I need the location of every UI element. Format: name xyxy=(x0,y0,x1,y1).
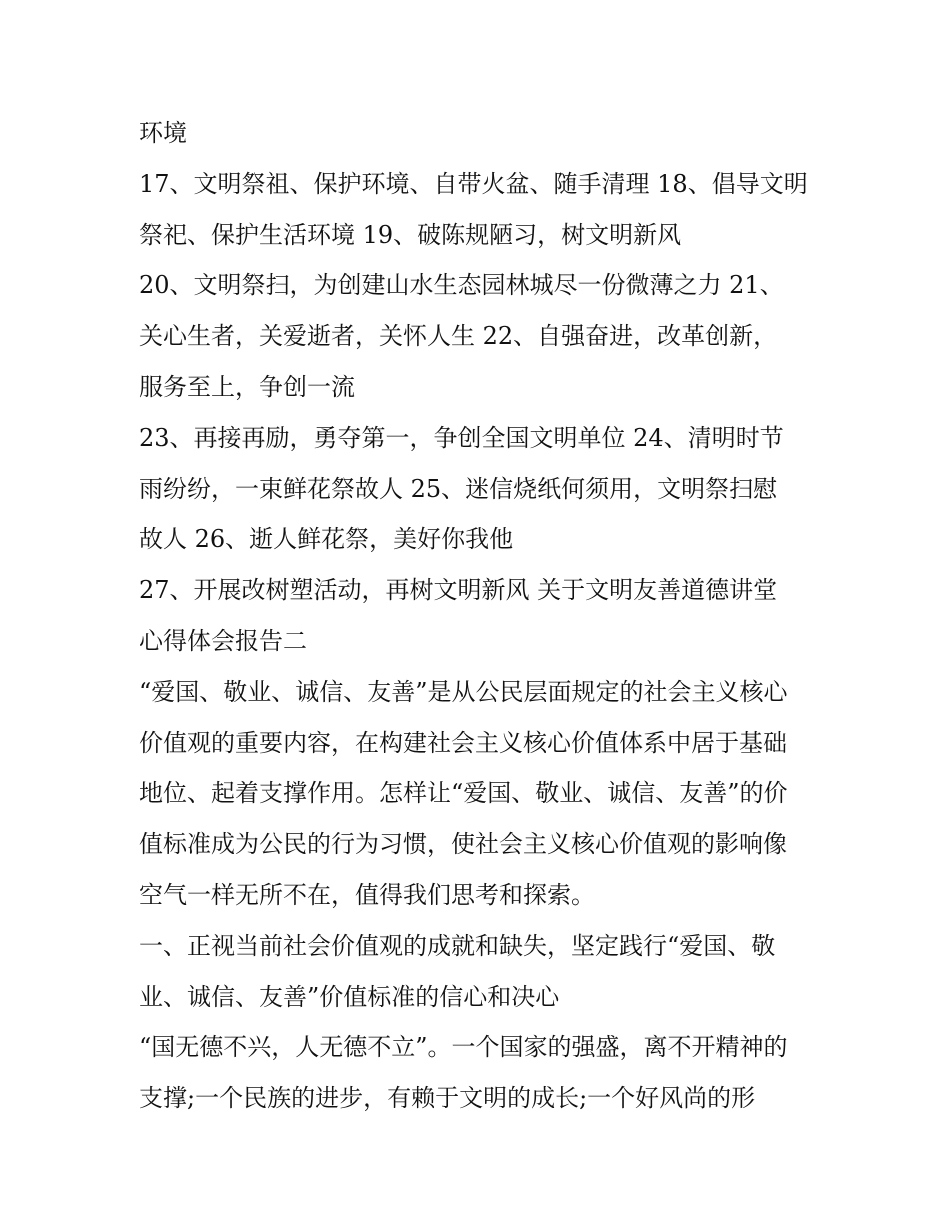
text-line: 环境 xyxy=(139,119,187,147)
text-line: 雨纷纷，一束鲜花祭故人 25、迷信烧纸何须用，文明祭扫慰 xyxy=(139,474,778,503)
text-line: 地位、起着支撑作用。怎样让“爱国、敬业、诚信、友善”的价 xyxy=(139,779,788,808)
text-line: 支撑;一个民族的进步，有赖于文明的成长;一个好风尚的形 xyxy=(139,1084,756,1113)
section-title: 心得体会报告二 xyxy=(139,626,307,655)
text-line: 价值观的重要内容，在构建社会主义核心价值体系中居于基础 xyxy=(139,728,787,757)
text-line: 17、文明祭祖、保护环境、自带火盆、随手清理 18、倡导文明 xyxy=(139,169,808,198)
text-line: 20、文明祭扫，为创建山水生态园林城尽一份微薄之力 21、 xyxy=(139,271,784,300)
text-line: 服务至上，争创一流 xyxy=(139,372,355,401)
section-heading: 一、正视当前社会价值观的成就和缺失，坚定践行“爱国、敬 xyxy=(139,931,776,960)
text-line: 27、开展改树塑活动，再树文明新风 关于文明友善道德讲堂 xyxy=(139,576,778,605)
text-line: 关心生者，关爱逝者，关怀人生 22、自强奋进，改革创新， xyxy=(139,322,778,351)
text-line: 值标准成为公民的行为习惯，使社会主义核心价值观的影响像 xyxy=(139,830,787,859)
text-line: 23、再接再励，勇夺第一，争创全国文明单位 24、清明时节 xyxy=(139,423,784,452)
text-line: 空气一样无所不在，值得我们思考和探索。 xyxy=(139,880,595,909)
document-body xyxy=(139,108,829,1124)
text-line: 故人 26、逝人鲜花祭，美好你我他 xyxy=(139,525,514,554)
text-line: “爱国、敬业、诚信、友善”是从公民层面规定的社会主义核心 xyxy=(139,677,788,706)
section-heading: 业、诚信、友善”价值标准的信心和决心 xyxy=(139,982,560,1011)
text-line: “国无德不兴，人无德不立”。一个国家的强盛，离不开精神的 xyxy=(139,1033,788,1062)
text-line: 祭祀、保护生活环境 19、破陈规陋习，树文明新风 xyxy=(139,220,682,249)
